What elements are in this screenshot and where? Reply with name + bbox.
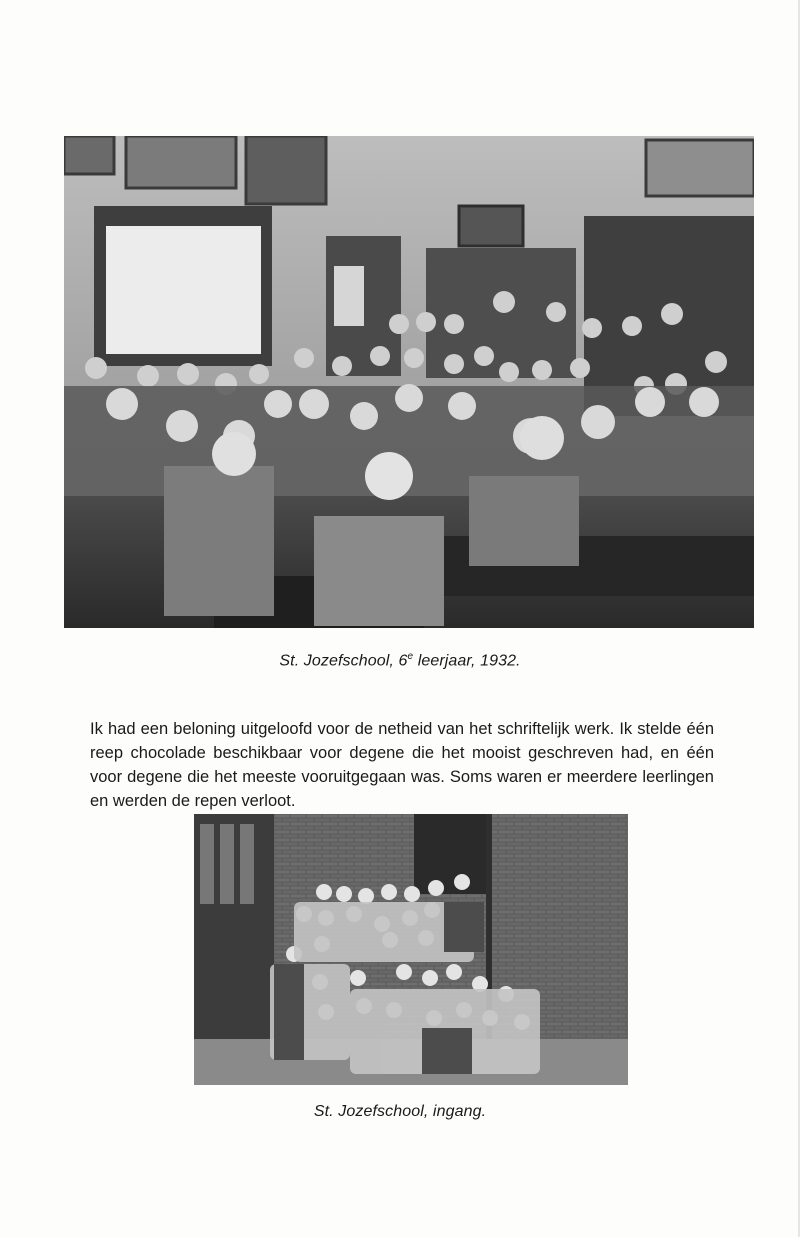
- caption1-text: St. Jozefschool, 6: [279, 652, 408, 670]
- classroom-photo: [64, 136, 754, 628]
- entrance-photo: [194, 814, 628, 1085]
- classroom-photo-graphic: [64, 136, 754, 628]
- entrance-photo-graphic: [194, 814, 628, 1085]
- caption1-rest: leerjaar, 1932.: [413, 652, 521, 670]
- caption1-superscript: e: [407, 651, 414, 662]
- classroom-photo-caption: [0, 651, 800, 670]
- body-paragraph: Ik had een beloning uitgeloofd voor de netheid van het schriftelijk werk. Ik stelde één reep chocolade beschikbaar voor degene die het mooist geschreven had, en één voor degene die het meeste vooruitgegaan was. Soms waren er meerdere leerlingen en werden de repen verloot.: [90, 719, 714, 810]
- entrance-photo-caption: St. Jozefschool, ingang.: [313, 1103, 487, 1120]
